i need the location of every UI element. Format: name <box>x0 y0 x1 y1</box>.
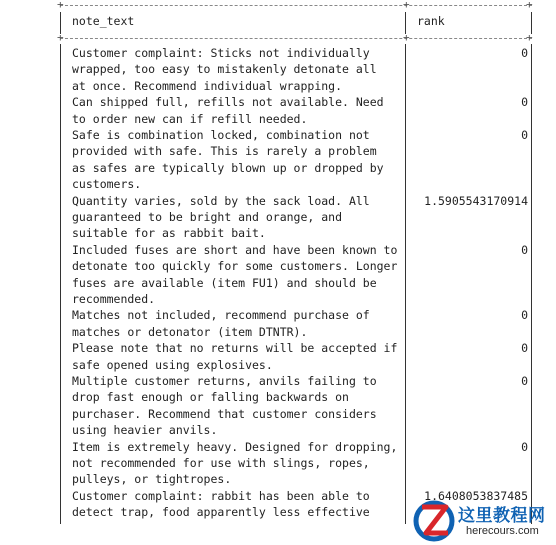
rank-value: 0 <box>521 308 528 323</box>
note-text-line: using heavier anvils. <box>72 423 218 438</box>
watermark-url: herecours.com <box>466 525 539 537</box>
note-text-line: Customer complaint: Sticks not individually <box>72 46 370 60</box>
note-text-line: purchaser. Recommend that customer considers <box>72 406 377 421</box>
note-text-line: provided with safe. This is rarely a problem <box>72 144 377 159</box>
rank-value: 0 <box>521 128 528 142</box>
rank-value: 1.6408053837485 <box>424 488 528 503</box>
column-header-note-text: note_text <box>72 14 135 28</box>
note-text-line: Included fuses are short and have been known to <box>72 242 398 257</box>
note-text-line: customers. <box>72 177 142 192</box>
table-top-border <box>57 0 533 11</box>
note-text-line: guaranteed to be bright and orange, and <box>72 210 343 224</box>
note-text-line: to order new can if refill needed. <box>72 111 308 126</box>
column-separator-mid <box>405 44 406 524</box>
note-text-line: not recommended for use with slings, ropes, <box>72 456 370 470</box>
watermark <box>408 497 556 545</box>
note-text-line: pulleys, or tightropes. <box>72 472 232 487</box>
note-text-line: matches or detonator (item DTNTR). <box>72 324 308 339</box>
note-text-line: detect trap, food apparently less effective <box>72 505 370 520</box>
column-separator-left <box>60 44 61 524</box>
note-text-line: recommended. <box>72 292 156 306</box>
note-text-line: Customer complaint: rabbit has been able to <box>72 488 370 503</box>
note-text-line: suitable for as rabbit bait. <box>72 226 266 241</box>
border-corner: + <box>403 0 410 11</box>
table-header-border <box>57 31 533 44</box>
note-text-line: as safes are typically blown up or dropped by <box>72 160 384 175</box>
column-header-rank: rank <box>417 14 445 28</box>
note-text-line: detonate too quickly for some customers. Longer <box>72 259 398 274</box>
watermark-title: 这里教程网 <box>458 506 546 526</box>
note-text-line: Quantity varies, sold by the sack load. All <box>72 193 370 208</box>
column-separator-right <box>531 44 532 524</box>
rank-value: 0 <box>521 95 528 110</box>
rank-value: 0 <box>521 439 528 454</box>
rank-value: 0 <box>521 341 528 356</box>
note-text-line: Multiple customer returns, anvils failing to <box>72 374 377 388</box>
rank-value: 0 <box>521 46 528 60</box>
border-corner: + <box>526 31 533 44</box>
note-text-line: Please note that no returns will be accepted if <box>72 341 398 356</box>
site-logo-icon <box>412 499 456 543</box>
note-text-line: Item is extremely heavy. Designed for dropping, <box>72 439 398 454</box>
border-corner: + <box>57 0 64 11</box>
border-corner: + <box>57 31 64 44</box>
rank-value: 0 <box>521 242 528 257</box>
note-text-line: safe opened using explosives. <box>72 357 273 372</box>
border-corner: + <box>403 31 410 44</box>
note-text-line: at once. Recommend individual wrapping. <box>72 78 343 93</box>
rank-value: 1.5905543170914 <box>424 193 528 208</box>
note-text-line: Matches not included, recommend purchase of <box>72 308 370 323</box>
note-text-line: wrapped, too easy to mistakenly detonate all <box>72 62 377 77</box>
note-text-line: drop fast enough or falling backwards on <box>72 390 349 405</box>
note-text-line: Can shipped full, refills not available. Need <box>72 95 384 110</box>
note-text-line: fuses are available (item FU1) and should be <box>72 275 377 290</box>
note-text-line: Safe is combination locked, combination not <box>72 128 370 142</box>
border-corner: + <box>526 0 533 11</box>
rank-value: 0 <box>521 374 528 388</box>
